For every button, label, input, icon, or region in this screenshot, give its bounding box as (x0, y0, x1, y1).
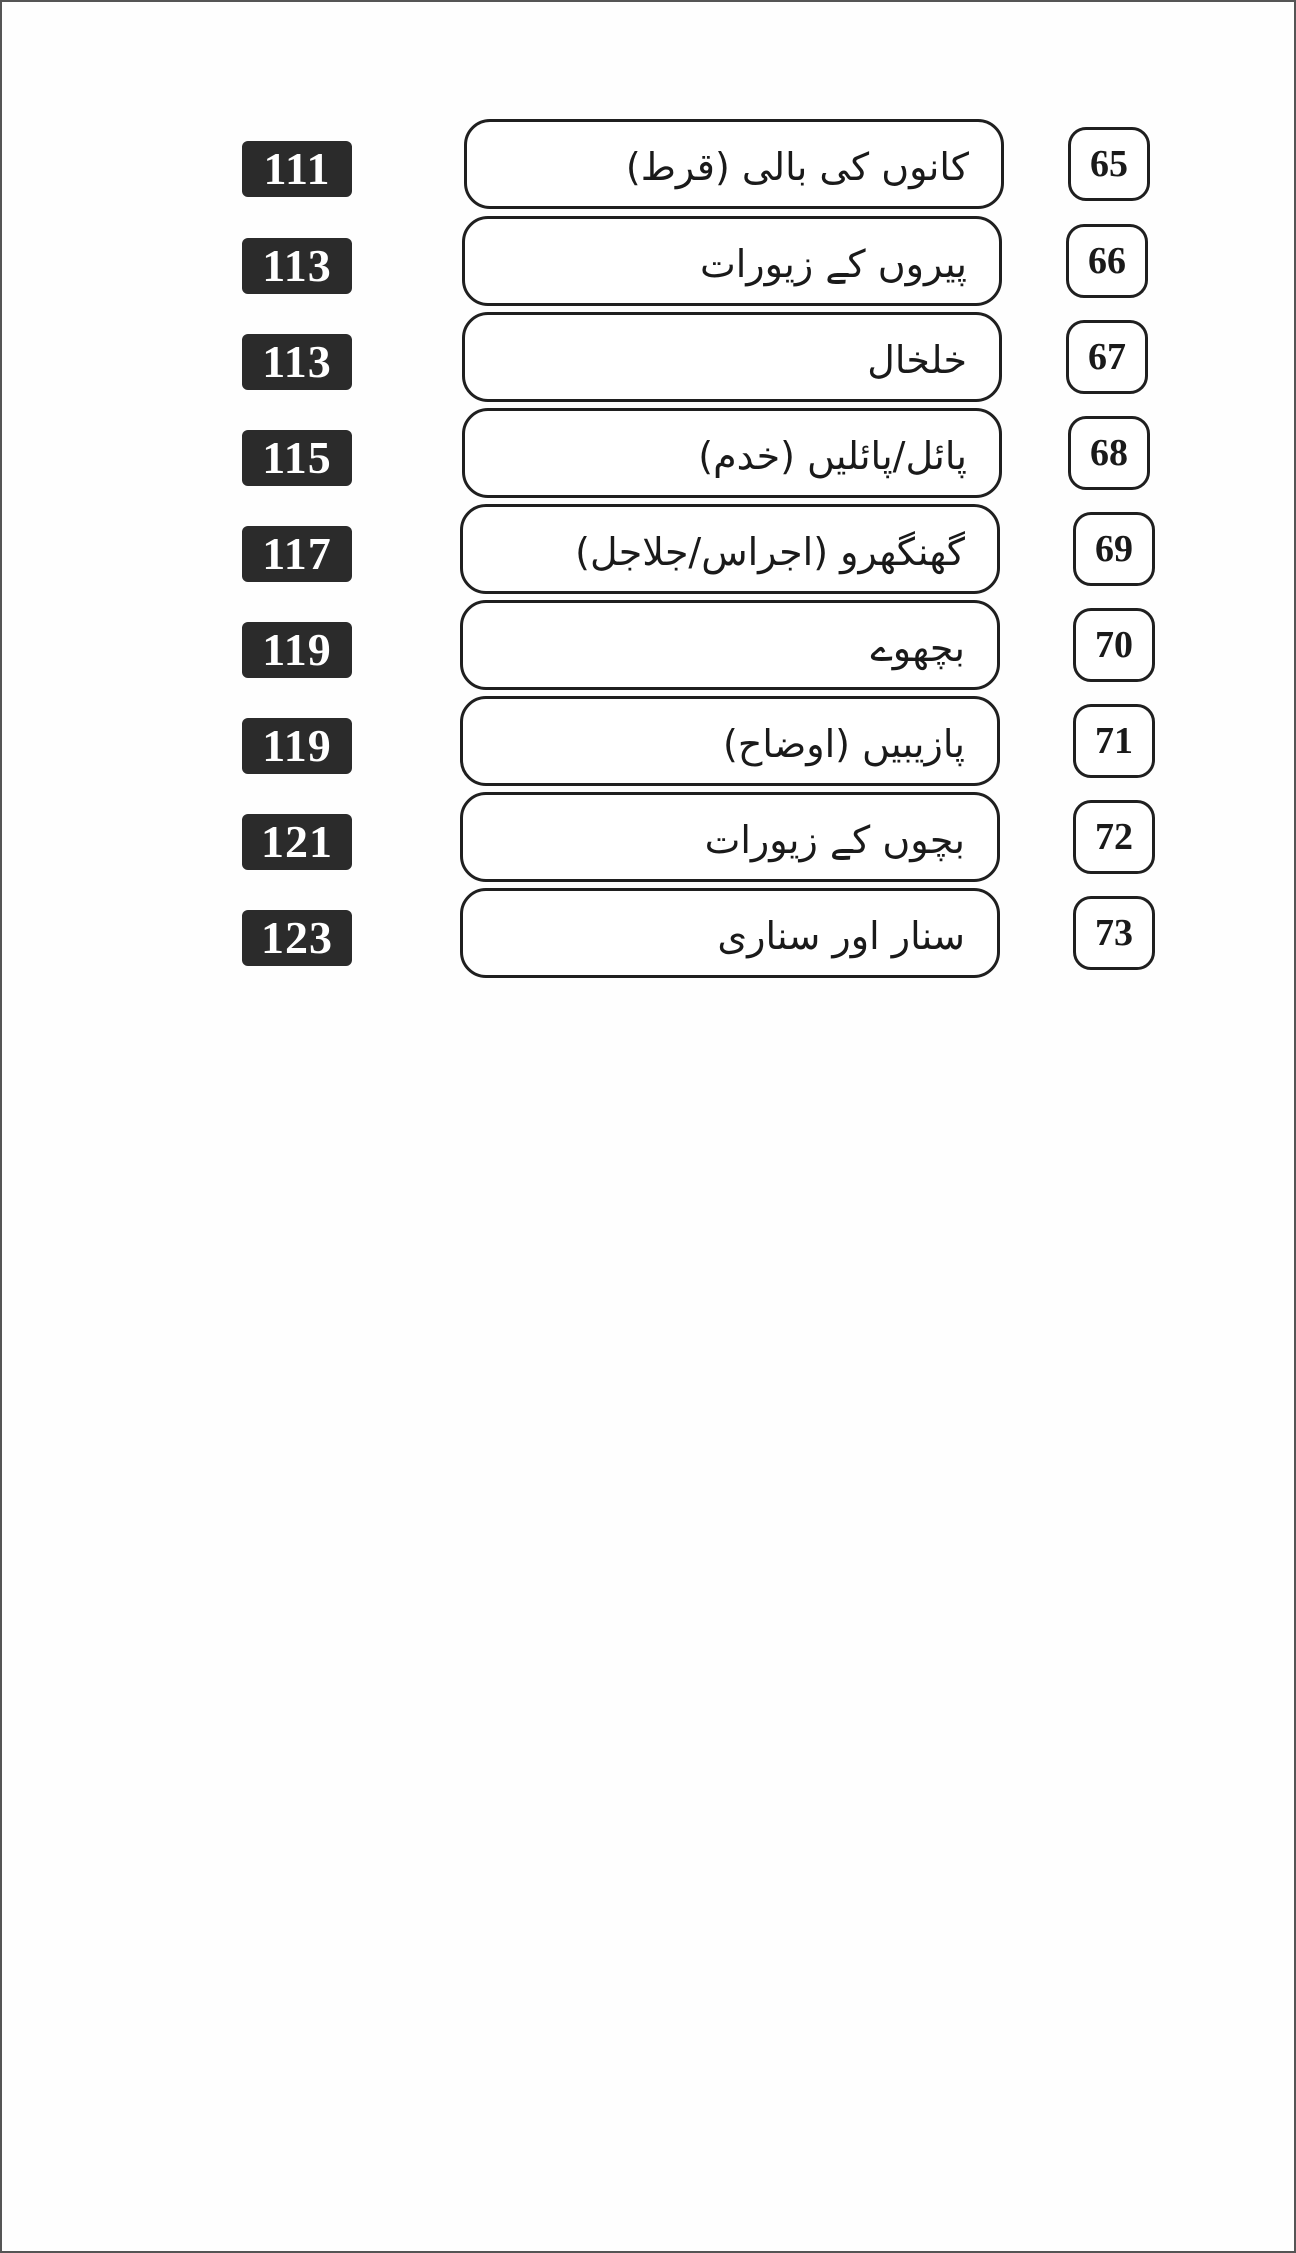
page-number-badge: 115 (242, 430, 352, 486)
toc-entry[interactable] (2, 792, 1296, 888)
entry-title: گھنگھرو (اجراس/جلاجل) (575, 530, 965, 574)
page-number-badge: 121 (242, 814, 352, 870)
page-number-badge: 113 (242, 238, 352, 294)
serial-number-box: 65 (1068, 127, 1150, 201)
toc-entry[interactable] (2, 888, 1296, 984)
page-number-badge: 113 (242, 334, 352, 390)
entry-title: بچھوے (870, 626, 965, 670)
toc-entry[interactable] (2, 408, 1296, 504)
entry-title-box (460, 888, 1000, 978)
toc-entry[interactable] (2, 312, 1296, 408)
toc-entry[interactable] (2, 696, 1296, 792)
entry-title-box (460, 600, 1000, 690)
serial-number-box: 67 (1066, 320, 1148, 394)
entry-title-box (462, 216, 1002, 306)
serial-number-box: 68 (1068, 416, 1150, 490)
entry-title-box (460, 792, 1000, 882)
entry-title-box (462, 408, 1002, 498)
page-number-badge: 117 (242, 526, 352, 582)
page-number-badge: 119 (242, 718, 352, 774)
serial-number-box: 69 (1073, 512, 1155, 586)
serial-number-box: 73 (1073, 896, 1155, 970)
entry-title-box (460, 504, 1000, 594)
serial-number-box: 66 (1066, 224, 1148, 298)
page-number-badge: 119 (242, 622, 352, 678)
entry-title: سنار اور سناری (717, 914, 965, 958)
entry-title: پازیبیں (اوضاح) (723, 722, 965, 766)
entry-title-box (462, 312, 1002, 402)
entry-title: بچوں کے زیورات (704, 818, 965, 862)
toc-entry[interactable] (2, 119, 1296, 215)
entry-title: کانوں کی بالی (قرط) (625, 145, 969, 189)
toc-entry[interactable] (2, 504, 1296, 600)
entry-title: پائل/پائلیں (خدم) (698, 434, 967, 478)
page-number-badge: 123 (242, 910, 352, 966)
serial-number-box: 72 (1073, 800, 1155, 874)
toc-entry[interactable] (2, 600, 1296, 696)
page-number-badge: 111 (242, 141, 352, 197)
entry-title: خلخال (867, 338, 967, 382)
toc-entry[interactable] (2, 216, 1296, 312)
entry-title-box (460, 696, 1000, 786)
entry-title: پیروں کے زیورات (699, 242, 967, 286)
serial-number-box: 70 (1073, 608, 1155, 682)
serial-number-box: 71 (1073, 704, 1155, 778)
entry-title-box (464, 119, 1004, 209)
